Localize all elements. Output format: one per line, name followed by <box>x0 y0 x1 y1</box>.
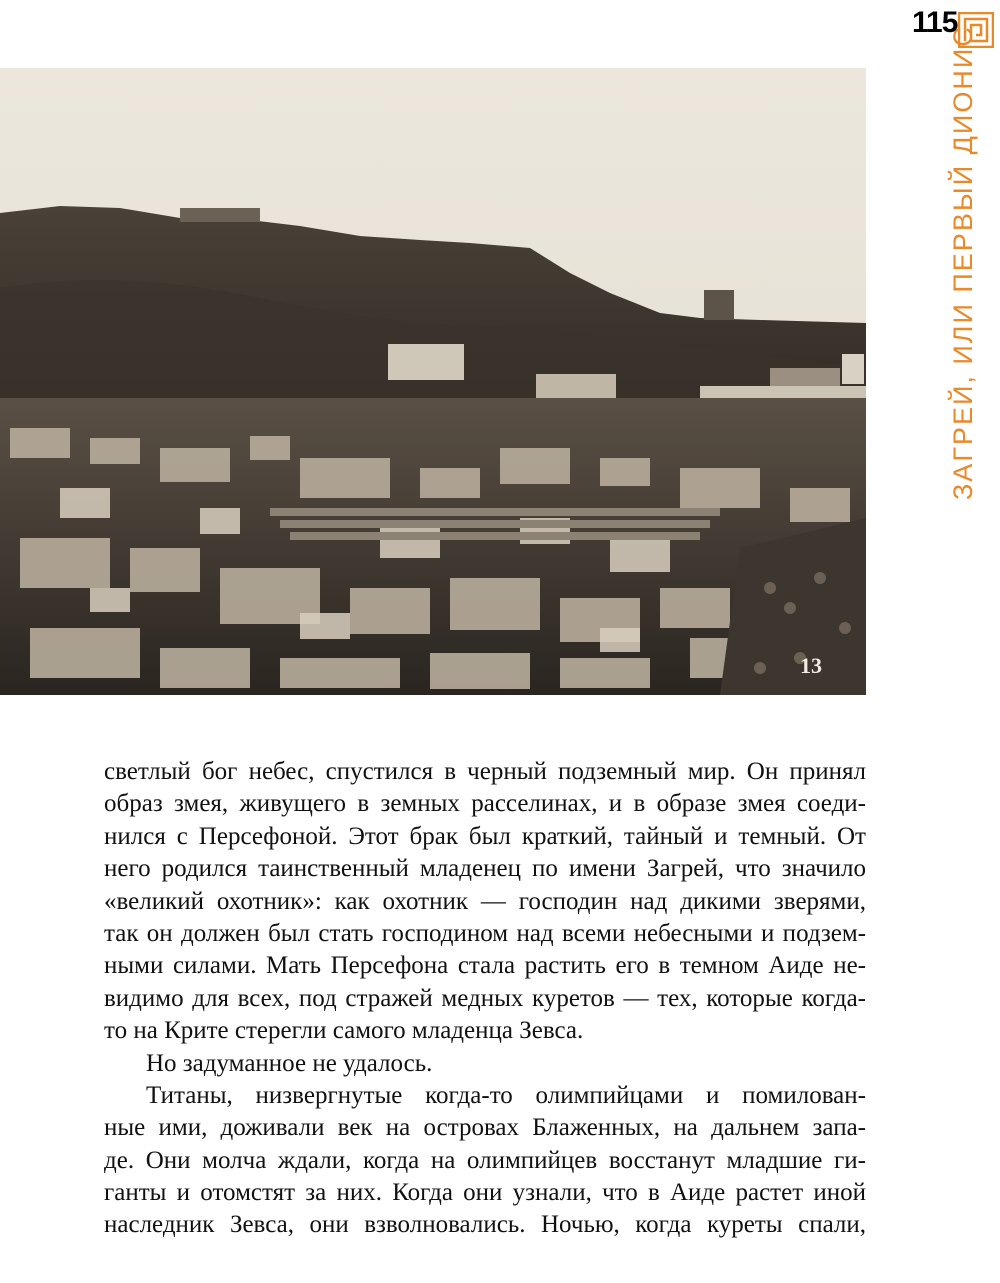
text-line: видимо для всех, под стражей медных куретов — тех, которые когда- <box>104 984 866 1012</box>
text-line: так он должен был стать господином над всеми небесными и подзем- <box>104 919 866 947</box>
page-number: 115 <box>912 6 958 39</box>
text-line: ганты и отомстят за них. Когда они узнали, что в Аиде растет иной <box>104 1179 866 1207</box>
body-text <box>104 756 866 1242</box>
plate-number: 13 <box>800 653 822 678</box>
text-line: него родился таинственный младенец по имени Загрей, что значило <box>104 855 866 883</box>
text-line: ными силами. Мать Персефона стала растить его в темном Аиде не- <box>104 952 866 980</box>
text-line: светлый бог небес, спустился в черный подземный мир. Он принял <box>104 758 866 785</box>
text-line: нился с Персефоной. Этот брак был краткий, тайный и темный. От <box>104 822 866 850</box>
text-line: Но задуманное не удалось. <box>146 1049 433 1077</box>
text-line: «великий охотник»: как охотник — господин над дикими зверями, <box>104 887 866 915</box>
text-line: ные ими, доживали век на островах Блаженных, на дальнем запа- <box>104 1114 866 1142</box>
text-line: де. Они молча ждали, когда на олимпийцев восстанут младшие ги- <box>104 1146 866 1174</box>
ruins-photograph <box>0 68 866 695</box>
text-line: то на Крите стерегли самого младенца Зевса. <box>104 1017 584 1045</box>
text-line: образ змея, живущего в земных расселинах, и в образе змея соеди- <box>104 790 866 818</box>
running-title: ЗАГРЕЙ, ИЛИ ПЕРВЫЙ ДИОНИС <box>948 25 978 500</box>
text-line: Титаны, низвергнутые когда-то олимпийцами и помилован- <box>146 1081 866 1109</box>
text-line: наследник Зевса, они взволновались. Ночью, когда куреты спали, <box>104 1211 866 1239</box>
